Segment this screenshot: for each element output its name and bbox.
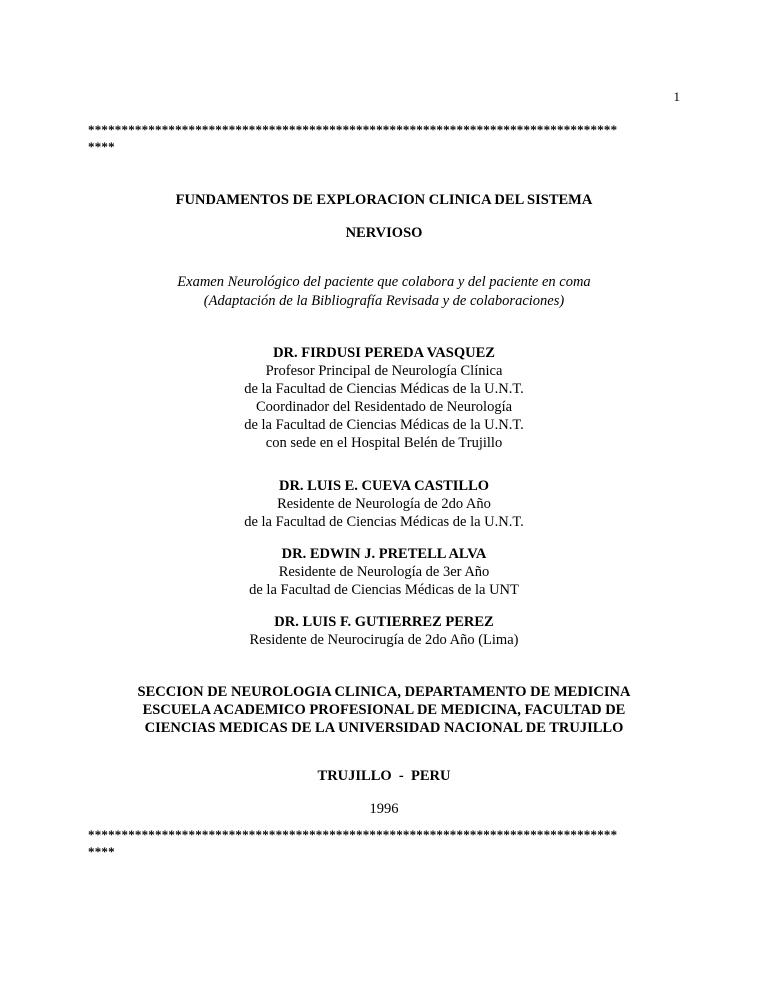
institution-line-1: SECCION DE NEUROLOGIA CLINICA, DEPARTAMENTO DE MEDICINA (137, 684, 631, 700)
author-3-name: DR. EDWIN J. PRETELL ALVA (281, 546, 487, 562)
author-1-name: DR. FIRDUSI PEREDA VASQUEZ (273, 345, 495, 361)
author-1-line-4: de la Facultad de Ciencias Médicas de la U.N.T. (244, 417, 524, 433)
year: 1996 (369, 801, 399, 817)
author-4-name: DR. LUIS F. GUTIERREZ PEREZ (274, 614, 494, 630)
separator-top-tail: **** (88, 139, 115, 154)
subtitle-line-1: Examen Neurológico del paciente que colabora y del paciente en coma (177, 274, 591, 290)
institution-line-2: ESCUELA ACADEMICO PROFESIONAL DE MEDICINA, FACULTAD DE (142, 702, 626, 718)
title-line-1: FUNDAMENTOS DE EXPLORACION CLINICA DEL SISTEMA (175, 192, 593, 208)
author-3-line-1: Residente de Neurología de 3er Año (278, 564, 490, 580)
author-2-line-1: Residente de Neurología de 2do Año (277, 496, 491, 512)
separator-bottom-line: ******************************************************************************* (88, 827, 618, 842)
author-1-line-2: de la Facultad de Ciencias Médicas de la U.N.T. (244, 381, 524, 397)
page-number: 1 (673, 89, 680, 104)
separator-bottom (88, 826, 678, 860)
author-2-line-2: de la Facultad de Ciencias Médicas de la U.N.T. (244, 514, 524, 530)
institution-line-3: CIENCIAS MEDICAS DE LA UNIVERSIDAD NACIONAL DE TRUJILLO (144, 720, 624, 736)
author-1-line-3: Coordinador del Residentado de Neurología (255, 399, 513, 415)
separator-top-line: ******************************************************************************* (88, 122, 618, 137)
author-3-line-2: de la Facultad de Ciencias Médicas de la UNT (249, 582, 519, 598)
title-line-2: NERVIOSO (345, 225, 423, 241)
place: TRUJILLO - PERU (317, 768, 451, 784)
author-1-line-5: con sede en el Hospital Belén de Trujillo (265, 435, 503, 451)
author-4-line-1: Residente de Neurocirugía de 2do Año (Lima) (249, 632, 519, 648)
subtitle-line-2: (Adaptación de la Bibliografía Revisada y de colaboraciones) (203, 293, 565, 309)
author-1-line-1: Profesor Principal de Neurología Clínica (265, 363, 503, 379)
author-2-name: DR. LUIS E. CUEVA CASTILLO (278, 478, 490, 494)
separator-top (88, 121, 678, 155)
separator-bottom-tail: **** (88, 844, 115, 859)
